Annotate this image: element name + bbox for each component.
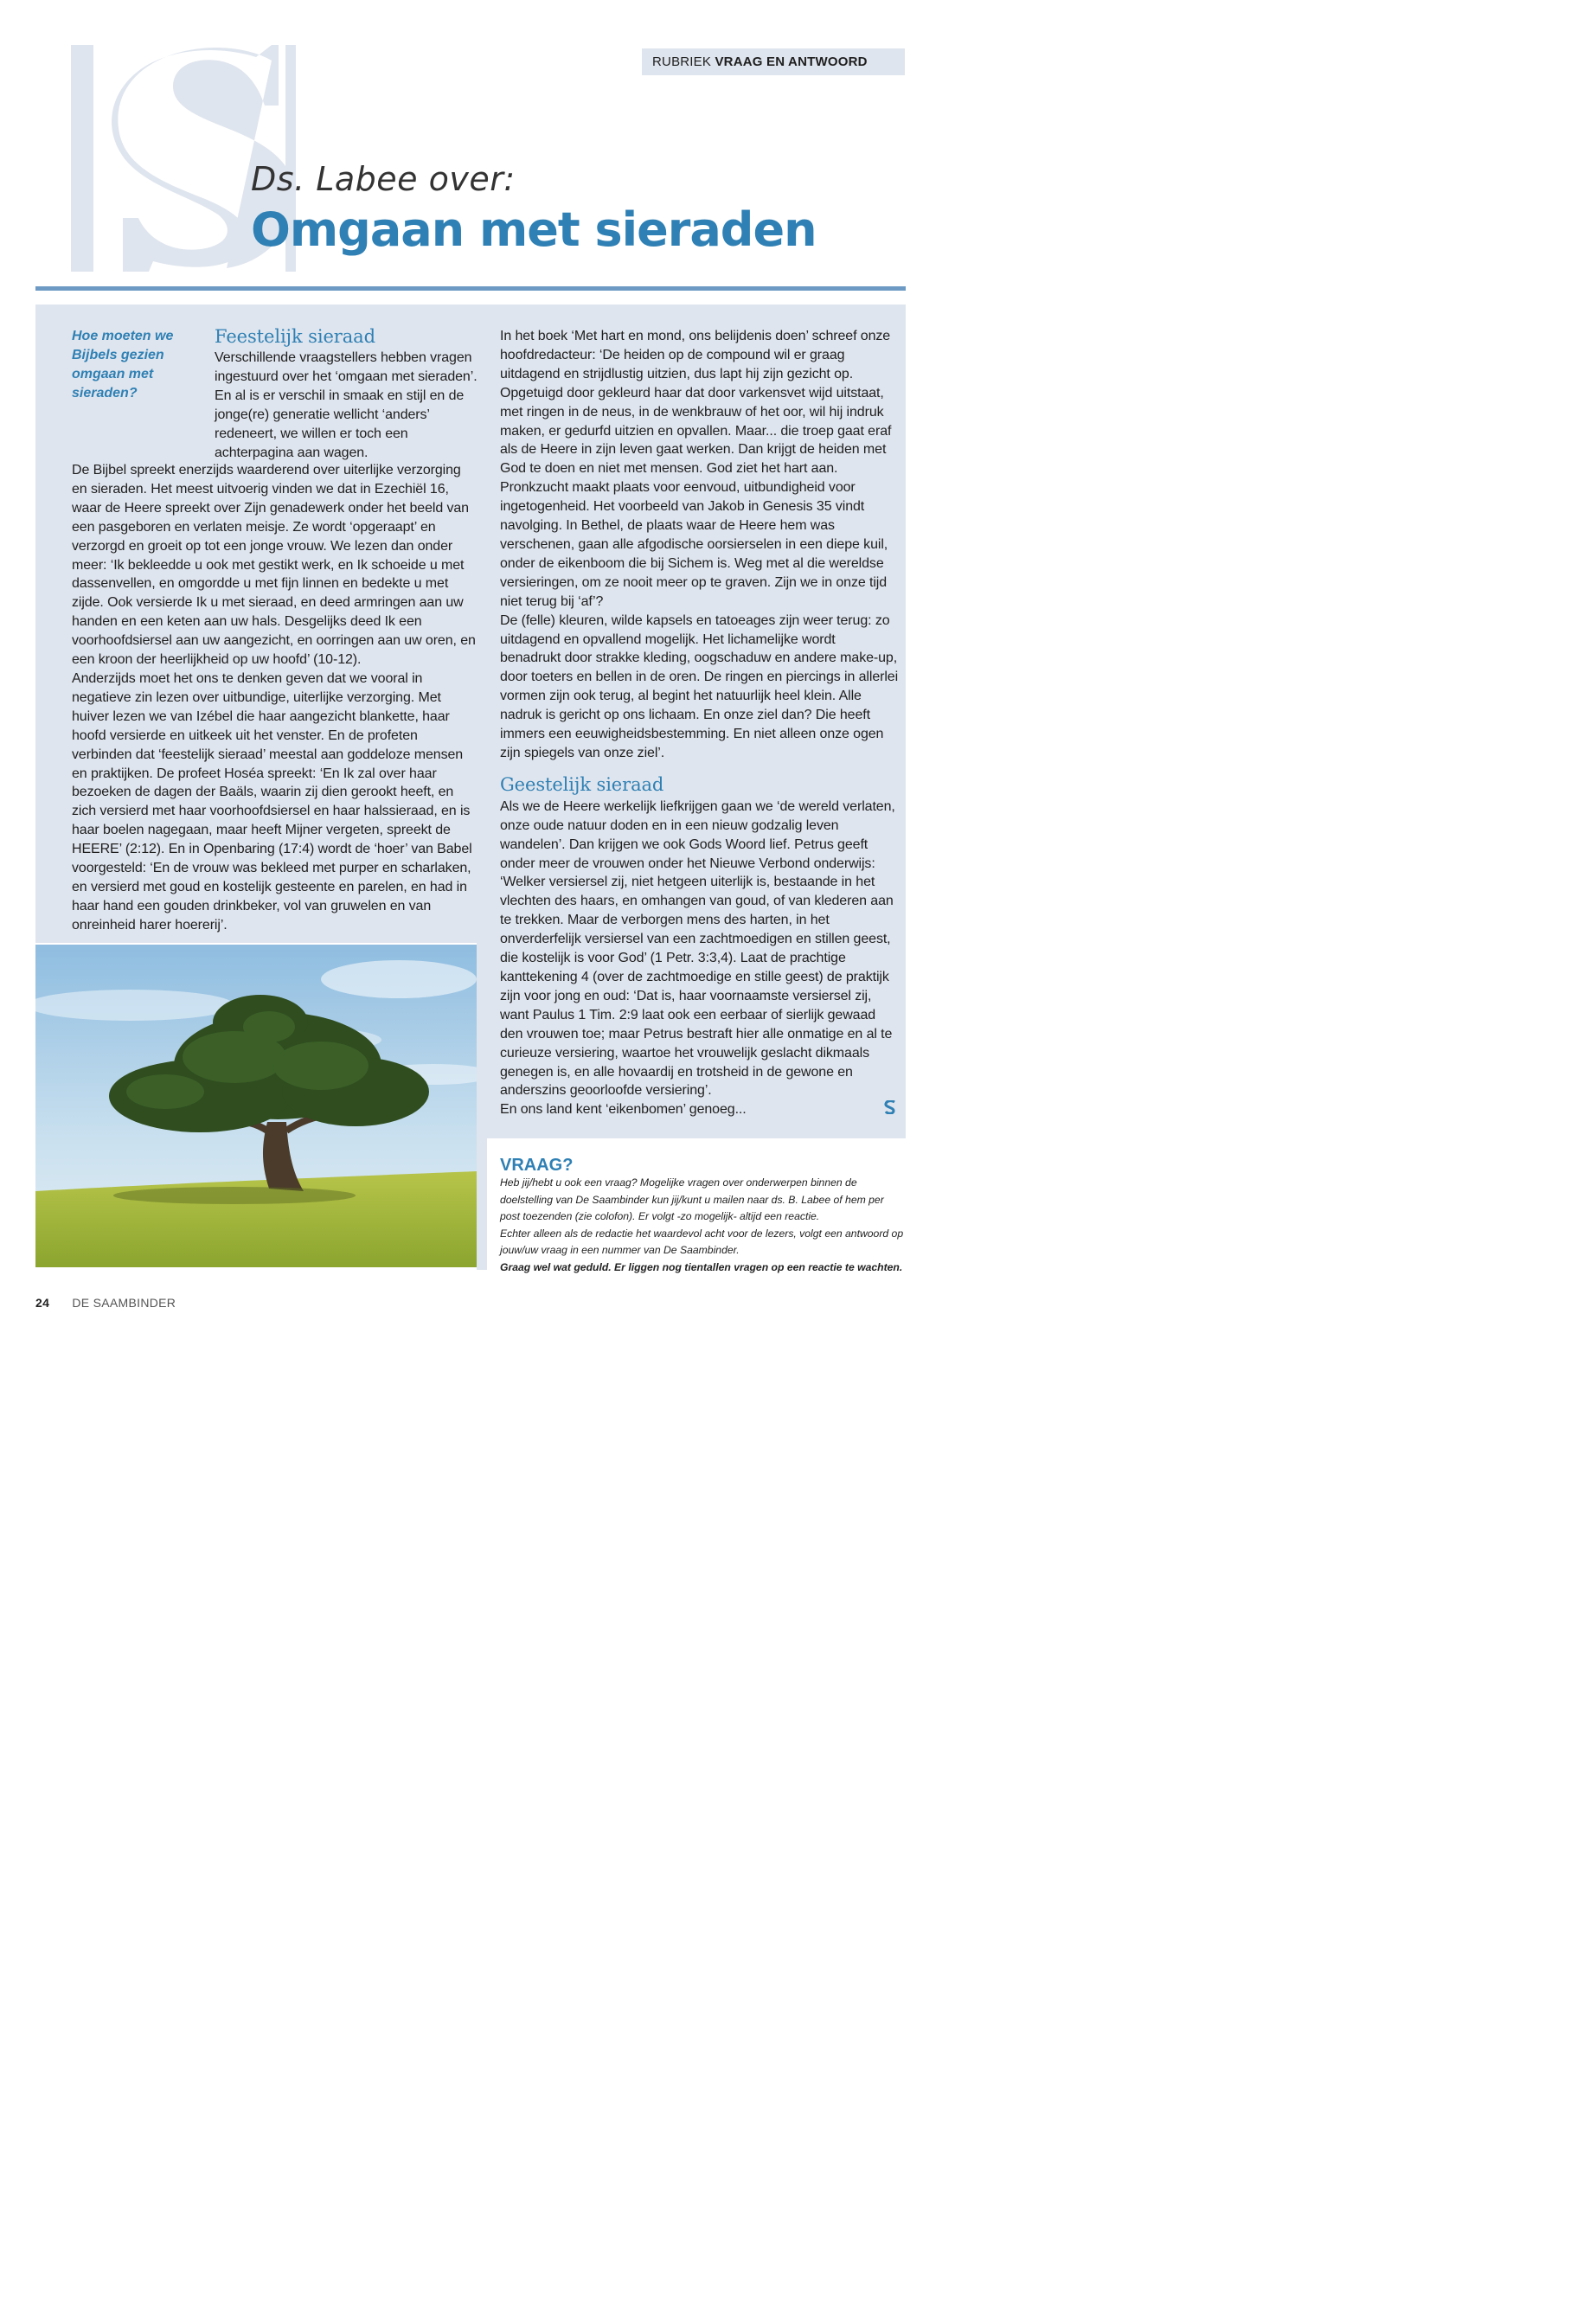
article-title: Omgaan met sieraden	[251, 202, 817, 257]
page-footer	[35, 1296, 176, 1310]
oak-tree-photo	[35, 945, 477, 1267]
question-box-title: VRAAG?	[500, 1156, 574, 1175]
magazine-name: DE SAAMBINDER	[72, 1296, 176, 1310]
question-box-line-3: Graag wel wat geduld. Er liggen nog tientallen vragen op een reactie te wachten.	[500, 1260, 903, 1273]
intro-block	[215, 325, 483, 462]
page-number: 24	[35, 1296, 50, 1310]
left-paragraph-2: Anderzijds moet het ons te denken geven dat we vooral in negatieve zin lezen over uitbundige, uiterlijke verzorging. Met huiver lezen we van Izébel die haar aangezicht blankette, haar hoofd versierde en uitkeek uit het venster. En de profeten verbinden dat ‘feestelijk sieraad’ meestal aan goddeloze mensen en praktijken. De profeet Hoséa spreekt: ‘En Ik zal over haar bezoeken de dagen der Baäls, waarin zij dien gerookt heeft, en zich versierd met haar voorhoofdsiersel en haar halssieraad, en is haar boelen nagegaan, maar heeft Mijner vergeten, spreekt de HEERE’ (2:12). En in Openbaring (17:4) wordt de ‘hoer’ van Babel voorgesteld: ‘En de vrouw was bekleed met purper en scharlaken, en versierd met goud en kostelijk gesteente en parelen, en had in haar hand een gouden drinkbeker, vol van gruwelen en van onreinheid harer hoererij’.	[72, 670, 472, 933]
section2-heading: Geestelijk sieraad	[500, 773, 664, 795]
closing-line	[500, 1100, 900, 1119]
rubric-name: VRAAG EN ANTWOORD	[715, 54, 868, 69]
question-box-line-1: Heb jij/hebt u ook een vraag? Mogelijke vragen over onderwerpen binnen de doelstelling van De Saambinder kun jij/kunt u mailen naar ds. B. Labee of hem per post toezenden (zie colofon). Er volgt -zo mogelijk- altijd een reactie.	[500, 1176, 884, 1223]
end-mark-icon	[884, 1100, 896, 1120]
lead-question: Hoe moeten we Bijbels gezien omgaan met sieraden?	[72, 329, 174, 401]
left-paragraph-1: De Bijbel spreekt enerzijds waarderend over uiterlijke verzorging en sieraden. Het meest uitvoerig vinden we dat in Ezechiël 16, waar de Heere spreekt over Zijn genadewerk onder het beeld van een pasgeboren en verlaten meisje. Ze wordt ‘opgeraapt’ en verzorgd en groeit op tot een jonge vrouw. We lezen dan onder meer: ‘Ik bekleedde u ook met gestikt werk, en Ik schoeide u met dassenvellen, en omgordde u met fijn linnen en bedekte u met zijde. Ook versierde Ik u met sieraad, en deed armringen aan uw handen en een keten aan uw hals. Desgelijks deed Ik een voorhoofdsiersel aan uw aangezicht, en oorringen aan uw oren, en een kroon der heerlijkheid op uw hoofd’ (10-12).	[72, 463, 476, 668]
right-column	[500, 327, 900, 1120]
question-box-line-2: Echter alleen als de redactie het waardevol acht voor de lezers, volgt een antwoord op jouw/uw vraag in een nummer van De Saambinder.	[500, 1227, 904, 1257]
right-paragraph-1: In het boek ‘Met hart en mond, ons belijdenis doen’ schreef onze hoofdredacteur: ‘De heiden op de compound wil er graag uitdagend en strijdlustig uitzien, dus lapt hij zijn gezicht op. Opgetuigd door gekleurd haar dat door varkensvet wijd uitstaat, met ringen in de neus, in de wenkbrauw of het oor, wil hij indruk maken, er gedurfd uitzien en opvallen. Maar... die troep gaat eraf als de Heere in zijn leven gaat werken. Dan krijgt de heiden met God te doen en niet met mensen. God ziet het hart aan. Pronkzucht maakt plaats voor eenvoud, uitbundigheid voor ingetogenheid. Het voorbeeld van Jakob in Genesis 35 vindt navolging. In Bethel, de plaats waar de Heere hem was verschenen, gaan alle afgodische oorsierselen in een diepe kuil, onder de eikenboom die bij Sichem is. Weg met al die wereldse versieringen, om ze nooit meer op te graven. Zijn we in onze tijd niet terug bij ‘af’?	[500, 329, 892, 609]
right-paragraph-2: De (felle) kleuren, wilde kapsels en tatoeages zijn weer terug: zo uitdagend en opvallend mogelijk. Het lichamelijke wordt benadrukt door strakke kleding, oogschaduw en andere make-up, door toeters en bellen in de oren. De ringen en piercings in allerlei vormen zijn ook terug, al begint het natuurlijk heel klein. Alle nadruk is gericht op ons lichaam. En onze ziel dan? Die heeft immers een eeuwigheidsbestemming. En niet alleen onze ogen zijn spiegels van onze ziel’.	[500, 612, 899, 760]
question-box-text	[500, 1175, 907, 1277]
article-subtitle: Ds. Labee over:	[251, 160, 516, 198]
title-divider	[35, 286, 906, 291]
section1-heading: Feestelijk sieraad	[215, 326, 375, 347]
rubric-prefix: RUBRIEK	[652, 54, 712, 69]
rubric-label	[642, 48, 905, 75]
closing-text: En ons land kent ‘eikenbomen’ genoeg...	[500, 1102, 747, 1118]
left-column	[72, 461, 478, 935]
intro-paragraph: Verschillende vraagstellers hebben vragen ingestuurd over het ‘omgaan met sieraden’. En al is er verschil in smaak en stijl en de jonge(re) generatie wellicht ‘anders’ redeneert, we willen er toch een achterpagina aan wagen.	[215, 350, 478, 460]
section2-paragraph: Als we de Heere werkelijk liefkrijgen gaan we ‘de wereld verlaten, onze oude natuur doden en in een nieuw godzalig leven wandelen’. Dan krijgen we ook Gods Woord lief. Petrus geeft onder meer de vrouwen onder het Nieuwe Verbond onderwijs: ‘Welker versiersel zij, niet hetgeen uiterlijk is, bestaande in het vlechten des haars, en omhangen van goud, of van klederen aan te trekken. Maar de verborgen mens des harten, in het onverderfelijk versiersel van een zachtmoedigen en stillen geest, die kostelijk is voor God’ (1 Petr. 3:3,4). Laat de prachtige kanttekening 4 (over de zachtmoedige en stille geest) de praktijk zijn voor jong en oud: ‘Dat is, haar voornaamste versiersel zij, want Paulus 1 Tim. 2:9 laat ook een eerbaar of sierlijk gewaad den vrouwen toe; maar Petrus bestraft hier alle onmatige en al te curieuze versiering, waartoe het vrouwelijk geslacht dikmaals genegen is, en alle hovaardij en trotsheid in de gewone en anderszins geoorloofde versiering’.	[500, 798, 895, 1099]
